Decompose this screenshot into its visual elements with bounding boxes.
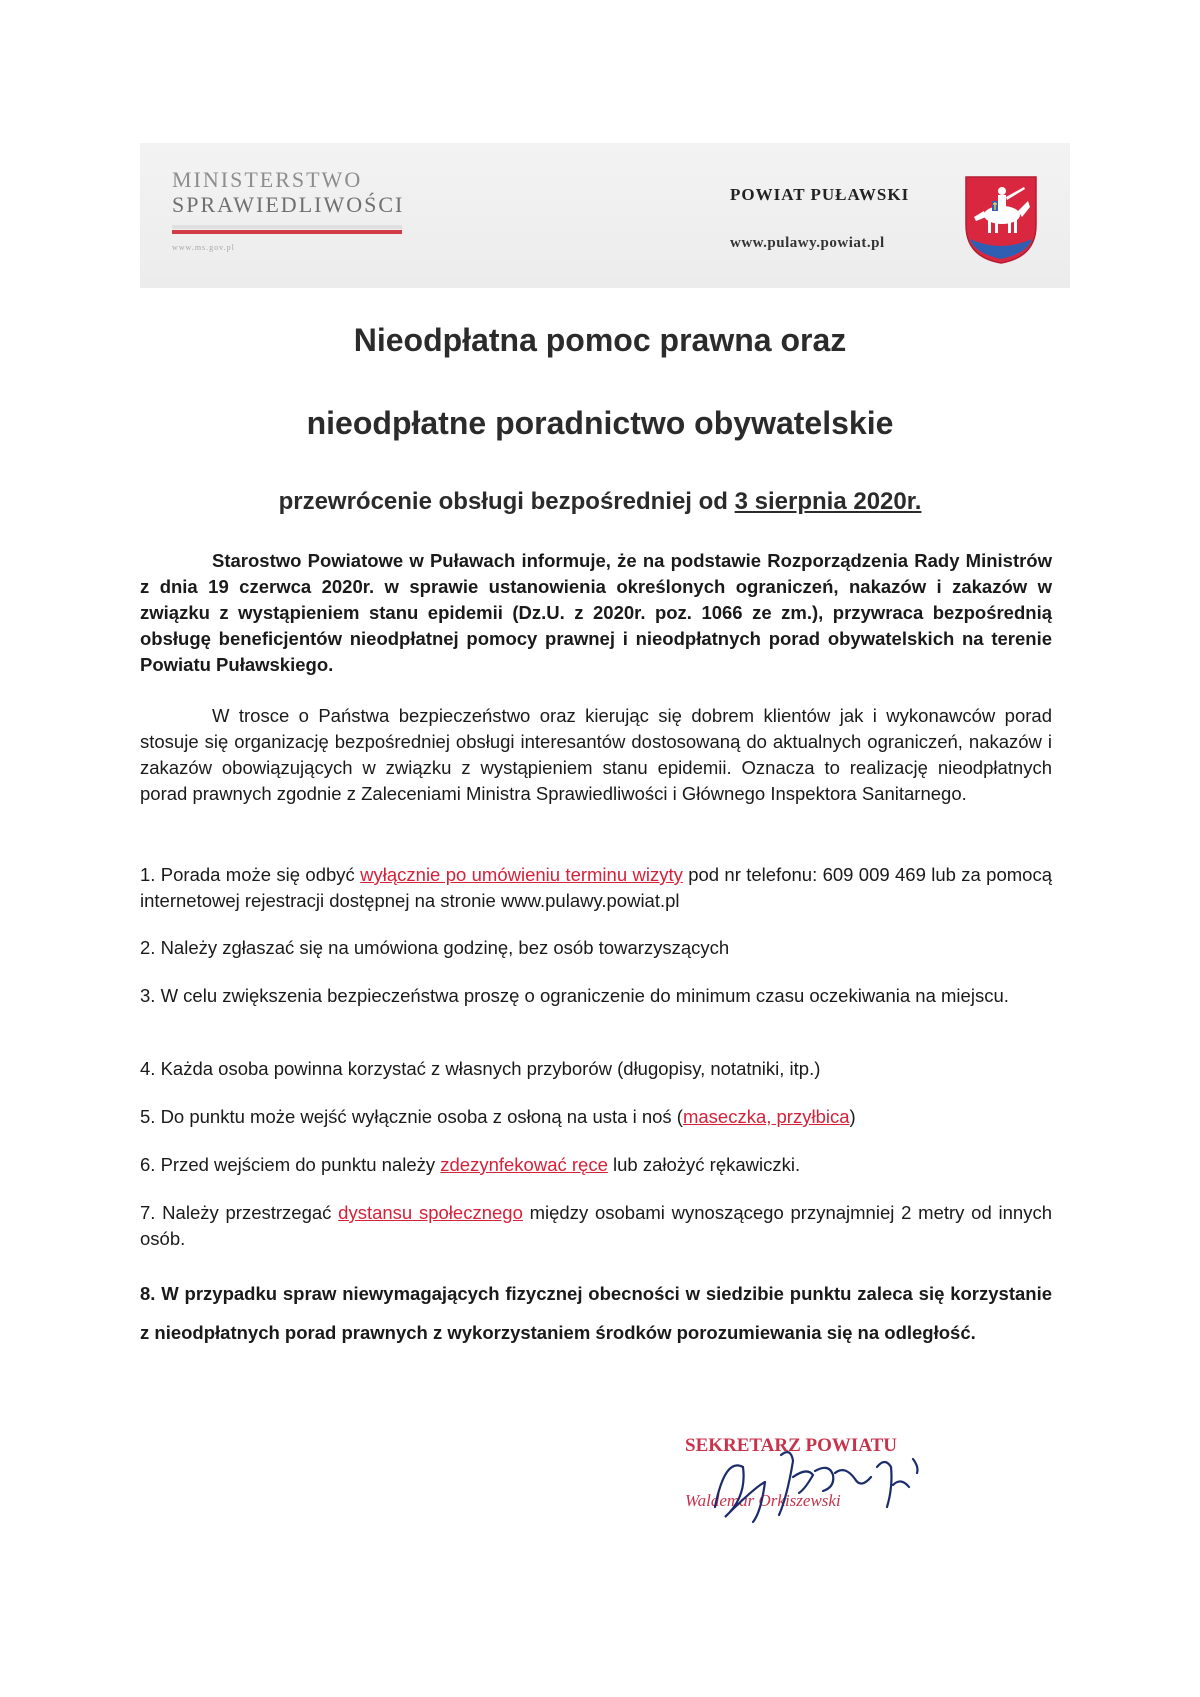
header-banner — [140, 143, 1070, 288]
rule-7-text-a: 7. Należy przestrzegać — [140, 1202, 339, 1223]
coat-of-arms-knight-icon — [962, 173, 1040, 265]
official-stamp — [685, 1435, 945, 1545]
rule-7-highlight: dystansu społecznego — [338, 1202, 523, 1223]
rule-item-4: 4. Każda osoba powinna korzystać z własnych przyborów (długopisy, notatniki, itp.) — [140, 1058, 821, 1079]
rule-item-6 — [140, 1152, 1052, 1178]
page-subtitle — [0, 488, 1200, 516]
rule-item-2: 2. Należy zgłaszać się na umówiona godzinę, bez osób towarzyszących — [140, 937, 730, 958]
rule-item-1 — [140, 862, 1052, 914]
powiat-url: www.pulawy.powiat.pl — [730, 235, 885, 251]
handwritten-signature — [695, 1437, 935, 1547]
rule-7-text-b: między osobami wynoszącego przynajmniej 2 metry od innych osób. — [140, 1202, 1052, 1249]
ministry-name-line2: SPRAWIEDLIWOŚCI — [172, 192, 405, 217]
rule-5-text-a: 5. Do punktu może wejść wyłącznie osoba z osłoną na usta i noś ( — [140, 1106, 683, 1127]
rule-1-highlight: wyłącznie po umówieniu terminu wizyty — [360, 864, 683, 885]
safety-paragraph: W trosce o Państwa bezpieczeństwo oraz kierując się dobrem klientów jak i wykonawców porad stosuje się organizację bezpośredniej obsługi interesantów dostosowaną do aktualnych ograniczeń, nakazów i zakazów obowiązujących w związku z wystąpieniem stanu epidemii. Oznacza to realizację nieodpłatnych porad prawnych zgodnie z Zaleceniami Ministra Sprawiedliwości i Głównego Inspektora Sanitarnego. — [140, 705, 1052, 804]
ministry-logo — [172, 167, 412, 257]
page-title-line1: Nieodpłatna pomoc prawna oraz — [353, 322, 847, 358]
rule-6-text-b: lub założyć rękawiczki. — [607, 1154, 801, 1175]
rule-6-text-a: 6. Przed wejściem do punktu należy — [140, 1154, 441, 1175]
rule-1-text-b: pod nr telefonu: 609 009 469 lub za pomocą internetowej rejestracji dostępnej na stronie www.pulawy.powiat.pl — [140, 864, 1052, 911]
page-title-line2: nieodpłatne poradnictwo obywatelskie — [306, 405, 894, 441]
rule-6-highlight: zdezynfekować ręce — [440, 1154, 608, 1175]
powiat-name: POWIAT PUŁAWSKI — [730, 185, 910, 204]
stamp-title: SEKRETARZ POWIATU — [685, 1435, 898, 1456]
ministry-flag-red-stripe — [172, 230, 402, 234]
ministry-name-line1: MINISTERSTWO — [172, 167, 363, 192]
rule-item-8: 8. W przypadku spraw niewymagających fizycznej obecności w siedzibie punktu zaleca się korzystanie z nieodpłatnych porad prawnych z wykorzystaniem środków porozumiewania się na odległość. — [140, 1283, 1052, 1343]
subtitle-prefix: przewrócenie obsługi bezpośredniej od — [278, 488, 735, 515]
rule-5-highlight: maseczka, przyłbica — [682, 1106, 850, 1127]
stamp-name: Waldemar Orkiszewski — [685, 1491, 841, 1510]
rule-5-text-b: ) — [849, 1106, 856, 1127]
rule-item-7 — [140, 1200, 1052, 1252]
rule-item-5 — [140, 1104, 1052, 1130]
ministry-url: www.ms.gov.pl — [172, 243, 235, 252]
intro-paragraph: Starostwo Powiatowe w Puławach informuje, że na podstawie Rozporządzenia Rady Ministrów z dnia 19 czerwca 2020r. w sprawie ustanowienia określonych ograniczeń, nakazów i zakazów w związku z wystąpieniem stanu epidemii (Dz.U. z 2020r. poz. 1066 ze zm.), przywraca bezpośrednią obsługę beneficjentów nieodpłatnej pomocy prawnej i nieodpłatnych porad obywatelskich na terenie Powiatu Puławskiego. — [140, 550, 1052, 675]
ministry-flag-white-stripe — [172, 225, 402, 229]
subtitle-date: 3 sierpnia 2020r. — [734, 488, 922, 515]
rule-item-3: 3. W celu zwiększenia bezpieczeństwa proszę o ograniczenie do minimum czasu oczekiwania na miejscu. — [140, 985, 1009, 1006]
rule-1-text-a: 1. Porada może się odbyć — [140, 864, 361, 885]
